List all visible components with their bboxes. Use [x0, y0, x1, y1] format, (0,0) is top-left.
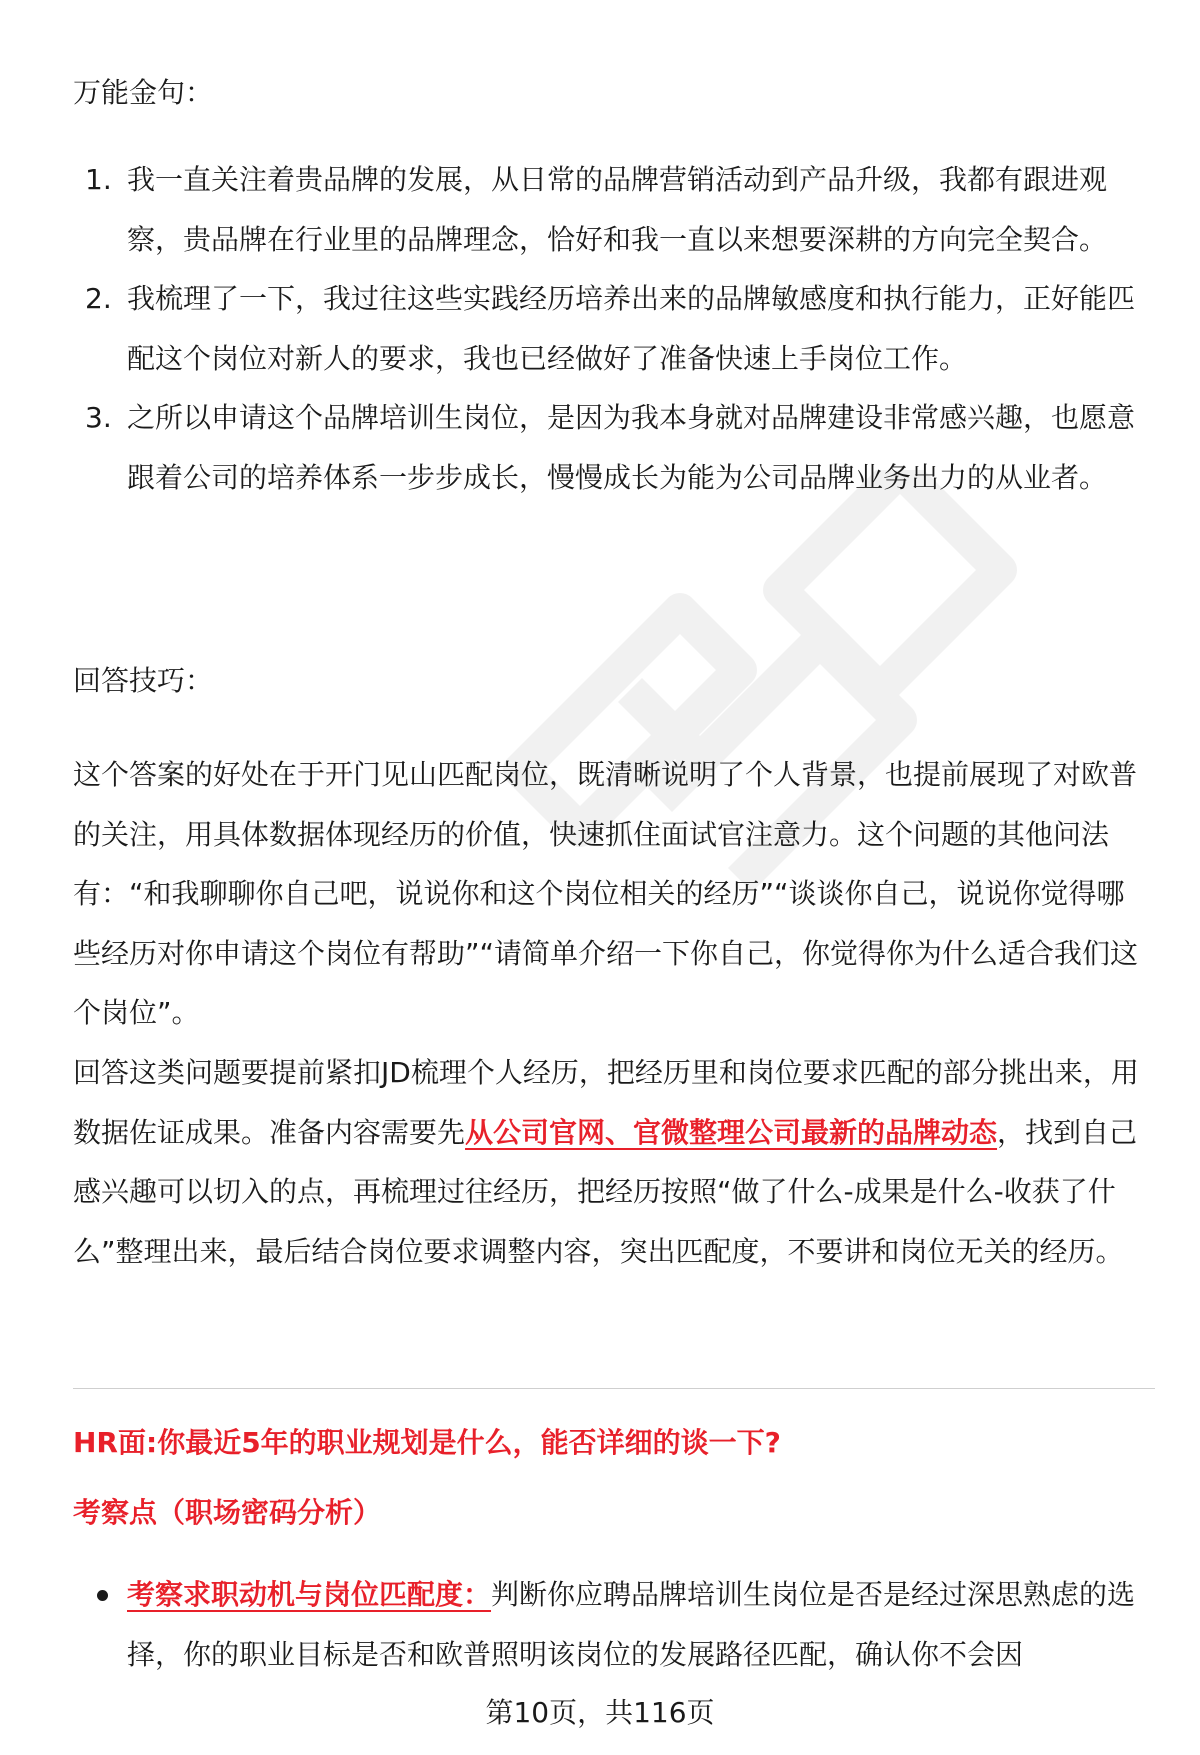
bullet-highlight: 考察求职动机与岗位匹配度： [127, 1578, 492, 1611]
highlight-text: 从公司官网、官微整理公司最新的品牌动态 [465, 1115, 998, 1149]
list-item [73, 269, 1143, 388]
bullet-dot-icon [97, 1590, 108, 1601]
tips-text-before: 回答这类问题要提前紧扣JD梳理个人经历，把经历里和岗位要求匹配的部分挑出来，用数据佐证成果。准备内容需要先 [73, 1056, 1139, 1149]
numbered-list [73, 150, 1143, 507]
tips-paragraph-2 [73, 1043, 1148, 1281]
list-item-text: 我梳理了一下，我过往这些实践经历培养出来的品牌敏感度和执行能力，正好能匹配这个岗位对新人的要求，我也已经做好了准备快速上手岗位工作。 [127, 282, 1136, 375]
list-item-text: 我一直关注着贵品牌的发展，从日常的品牌营销活动到产品升级，我都有跟进观察，贵品牌在行业里的品牌理念，恰好和我一直以来想要深耕的方向完全契合。 [127, 163, 1108, 256]
tips-heading: 回答技巧： [73, 664, 214, 697]
bullet-text: 判断你应聘品牌培训生岗位是否是经过深思熟虑的选择，你的职业目标是否和欧普照明该岗位的发展路径匹配，确认你不会因 [127, 1578, 1136, 1671]
list-number: 1. [85, 163, 112, 196]
list-number: 2. [85, 282, 112, 315]
list-number: 3. [85, 401, 112, 434]
tips-paragraph: 这个答案的好处在于开门见山匹配岗位，既清晰说明了个人背景，也提前展现了对欧普的关注，用具体数据体现经历的价值，快速抓住面试官注意力。这个问题的其他问法有：“和我聊聊你自己吧，说说你和这个岗位相关的经历”“谈谈你自己，说说你觉得哪些经历对你申请这个岗位有帮助”“请简单介绍一下你自己，你觉得你为什么适合我们这个岗位”。 [73, 758, 1139, 1029]
tips-text-after: ，找到自己感兴趣可以切入的点，再梳理过往经历，把经历按照“做了什么-成果是什么-收获了什么”整理出来，最后结合岗位要求调整内容，突出匹配度，不要讲和岗位无关的经历。 [73, 1115, 1138, 1268]
bullet-item [73, 1565, 1153, 1684]
kaocha-heading: 考察点（职场密码分析） [73, 1496, 382, 1529]
list-item-text: 之所以申请这个品牌培训生岗位，是因为我本身就对品牌建设非常感兴趣，也愿意跟着公司的培养体系一步步成长，慢慢成长为能为公司品牌业务出力的从业者。 [127, 401, 1136, 494]
list-item [73, 150, 1143, 269]
section-heading: 万能金句： [73, 76, 214, 109]
divider [73, 1388, 1155, 1389]
list-item [73, 388, 1143, 507]
bullet-list [73, 1565, 1153, 1684]
page-footer: 第10页，共116页 [0, 1693, 1200, 1733]
hr-question-heading: HR面:你最近5年的职业规划是什么，能否详细的谈一下? [73, 1426, 781, 1459]
